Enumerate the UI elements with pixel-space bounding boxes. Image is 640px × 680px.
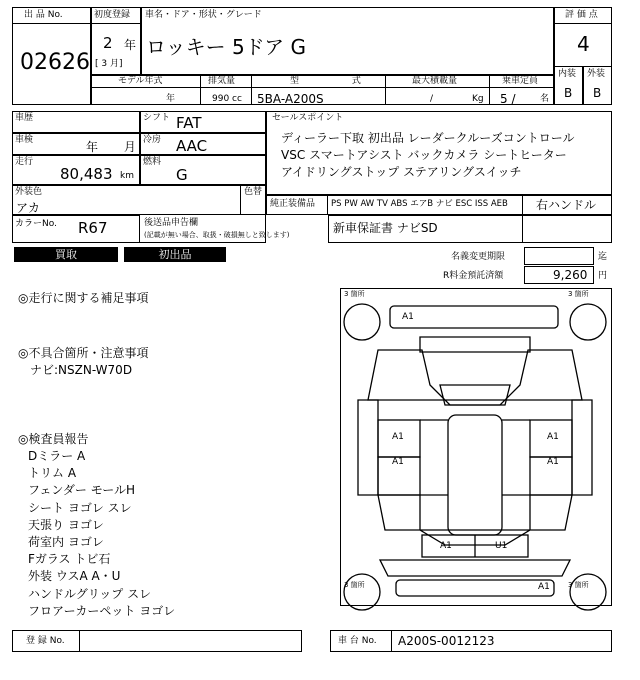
load-slash: /	[430, 94, 434, 104]
driving-notes-title: ◎走行に関する補足事項	[18, 291, 149, 305]
mark-rear-panel-right: U1	[495, 541, 508, 551]
mark-rear-bumper: A1	[538, 582, 550, 592]
mark-right-rear-door: A1	[547, 457, 559, 467]
inspector-item: Dミラー A	[28, 449, 86, 463]
score-label: 評 価 点	[565, 10, 598, 20]
corner-label-tr: 3 箇所	[568, 290, 589, 298]
displacement-label: 排気量	[208, 76, 236, 86]
inspector-item: 天張り ヨゴレ	[28, 517, 104, 532]
sales-line-3: アイドリングストップ ステアリングスイッチ	[281, 165, 522, 179]
left-rocker-shape	[358, 400, 378, 495]
reg-month: [ 3 月]	[95, 59, 123, 69]
mileage-label: 走行	[15, 157, 34, 167]
exterior-grade: B	[593, 86, 602, 100]
ext-color-label: 外装色	[15, 187, 43, 197]
ac-label: 冷房	[143, 135, 162, 145]
mark-left-front-door: A1	[392, 432, 404, 442]
sales-line-2: VSC スマートアシスト バックカメラ シートヒーター	[281, 148, 567, 162]
model-year-label: モデル年式	[118, 76, 163, 86]
score-value: 4	[577, 32, 590, 56]
reg-no-label: 登 録 No.	[26, 636, 65, 646]
ac-value: AAC	[176, 137, 208, 155]
recycle-label: R料金預託済額	[443, 271, 504, 281]
wheel-icon-tl	[344, 304, 380, 340]
interior-grade: B	[564, 86, 573, 100]
mileage-value: 80,483	[60, 165, 113, 183]
color-no-value: R67	[78, 219, 108, 237]
inspector-item: フェンダー モールH	[28, 483, 136, 498]
displacement-value: 990 cc	[212, 94, 242, 104]
windshield-shape	[440, 385, 510, 405]
mark-rear-panel-left: A1	[440, 541, 452, 551]
mileage-unit: km	[120, 171, 134, 181]
equipment-label: 純正装備品	[270, 199, 316, 209]
mark-left-rear-door: A1	[392, 457, 404, 467]
corner-label-bl: 3 箇所	[344, 581, 365, 589]
purchase-badge: 買取	[14, 247, 118, 262]
inspector-item: シート ヨゴレ スレ	[28, 500, 132, 515]
rear-bumper-shape	[396, 580, 554, 596]
inspector-title: ◎検査員報告	[18, 432, 89, 446]
inspector-item: ハンドルグリップ スレ	[28, 586, 152, 601]
name-change-label: 名義変更期限	[451, 252, 506, 262]
wheel-icon-bl	[344, 574, 380, 610]
capacity-label: 乗車定員	[502, 76, 539, 86]
fuel-label: 燃料	[143, 157, 162, 167]
wheel-icon-br	[570, 574, 606, 610]
defects-line: ナビ:NSZN-W70D	[30, 363, 133, 377]
inspector-item: フロアーカーペット ヨゴレ	[28, 603, 176, 618]
lot-number: 02626	[20, 50, 90, 75]
equipment-items: PS PW AW TV ABS エアB ナビ ESC ISS AEB	[331, 199, 508, 209]
inspection-label: 車検	[15, 135, 34, 145]
interior-label: 内装	[558, 69, 577, 79]
pillar-lines	[420, 420, 530, 495]
car-name-label: 車名・ドア・形状・グレード	[145, 10, 262, 20]
model-type: 5BA-A200S	[257, 92, 324, 106]
mark-front-bumper: A1	[402, 312, 414, 322]
ext-color-value: アカ	[16, 201, 40, 215]
inspector-item: トリム A	[28, 466, 77, 481]
model-year-unit: 年	[166, 94, 176, 104]
load-label: 最大積載量	[412, 76, 458, 86]
sales-point-label: セールスポイント	[272, 113, 344, 123]
inspector-item: Fガラス トビ石	[28, 552, 111, 567]
capacity-value: 5 /	[500, 92, 516, 106]
corner-label-br: 3 箇所	[568, 581, 589, 589]
wheel-icon-tr	[570, 304, 606, 340]
inspector-item: 荷室内 ヨゴレ	[28, 535, 104, 549]
mark-right-front-door: A1	[547, 432, 559, 442]
defects-title: ◎不具合箇所・注意事項	[18, 346, 149, 360]
capacity-unit: 名	[540, 94, 550, 104]
first-listing-badge: 初出品	[124, 247, 226, 262]
warranty-value: 新車保証書 ナビSD	[333, 221, 438, 235]
shift-value: FAT	[176, 114, 202, 132]
load-unit: Kg	[472, 94, 484, 104]
exterior-label: 外装	[587, 69, 606, 79]
type-label: 型 式	[290, 76, 361, 86]
recycle-unit: 円	[598, 271, 608, 281]
front-body-shape	[368, 350, 582, 405]
chassis-label: 車 台 No.	[338, 636, 377, 646]
doc-note: (記載が無い場合、取扱・破損無しと致します)	[144, 231, 290, 239]
corner-label-tl: 3 箇所	[344, 290, 365, 298]
front-bumper-shape	[390, 306, 558, 328]
name-change-unit: 迄	[598, 252, 608, 262]
recycle-amount: 9,260	[553, 268, 588, 282]
inspection-value: 年 月	[86, 140, 136, 154]
car-name: ロッキー 5ドア G	[146, 35, 306, 59]
inspector-item: 外装 ウスA A・U	[28, 569, 121, 584]
color-change-label: 色替	[244, 187, 263, 197]
reg-label: 初度登録	[94, 10, 131, 20]
lot-label: 出 品 No.	[24, 10, 63, 20]
right-rocker-shape	[572, 400, 592, 495]
reg-year: 2	[103, 34, 113, 52]
hood-front-shape	[420, 337, 530, 352]
chassis-number: A200S-0012123	[398, 634, 495, 648]
doc-label: 後送品申告欄	[144, 218, 199, 228]
shift-label: シフト	[143, 113, 171, 123]
roof-shape	[448, 415, 502, 535]
rear-lower-shape	[380, 560, 570, 576]
fuel-value: G	[176, 166, 188, 184]
sales-line-1: ディーラー下取 初出品 レーダークルーズコントロール	[281, 131, 575, 145]
history-label: 車歴	[15, 113, 34, 123]
reg-year-unit: 年	[124, 38, 137, 52]
color-no-label: カラーNo.	[15, 219, 57, 229]
steering-value: 右ハンドル	[536, 198, 597, 212]
